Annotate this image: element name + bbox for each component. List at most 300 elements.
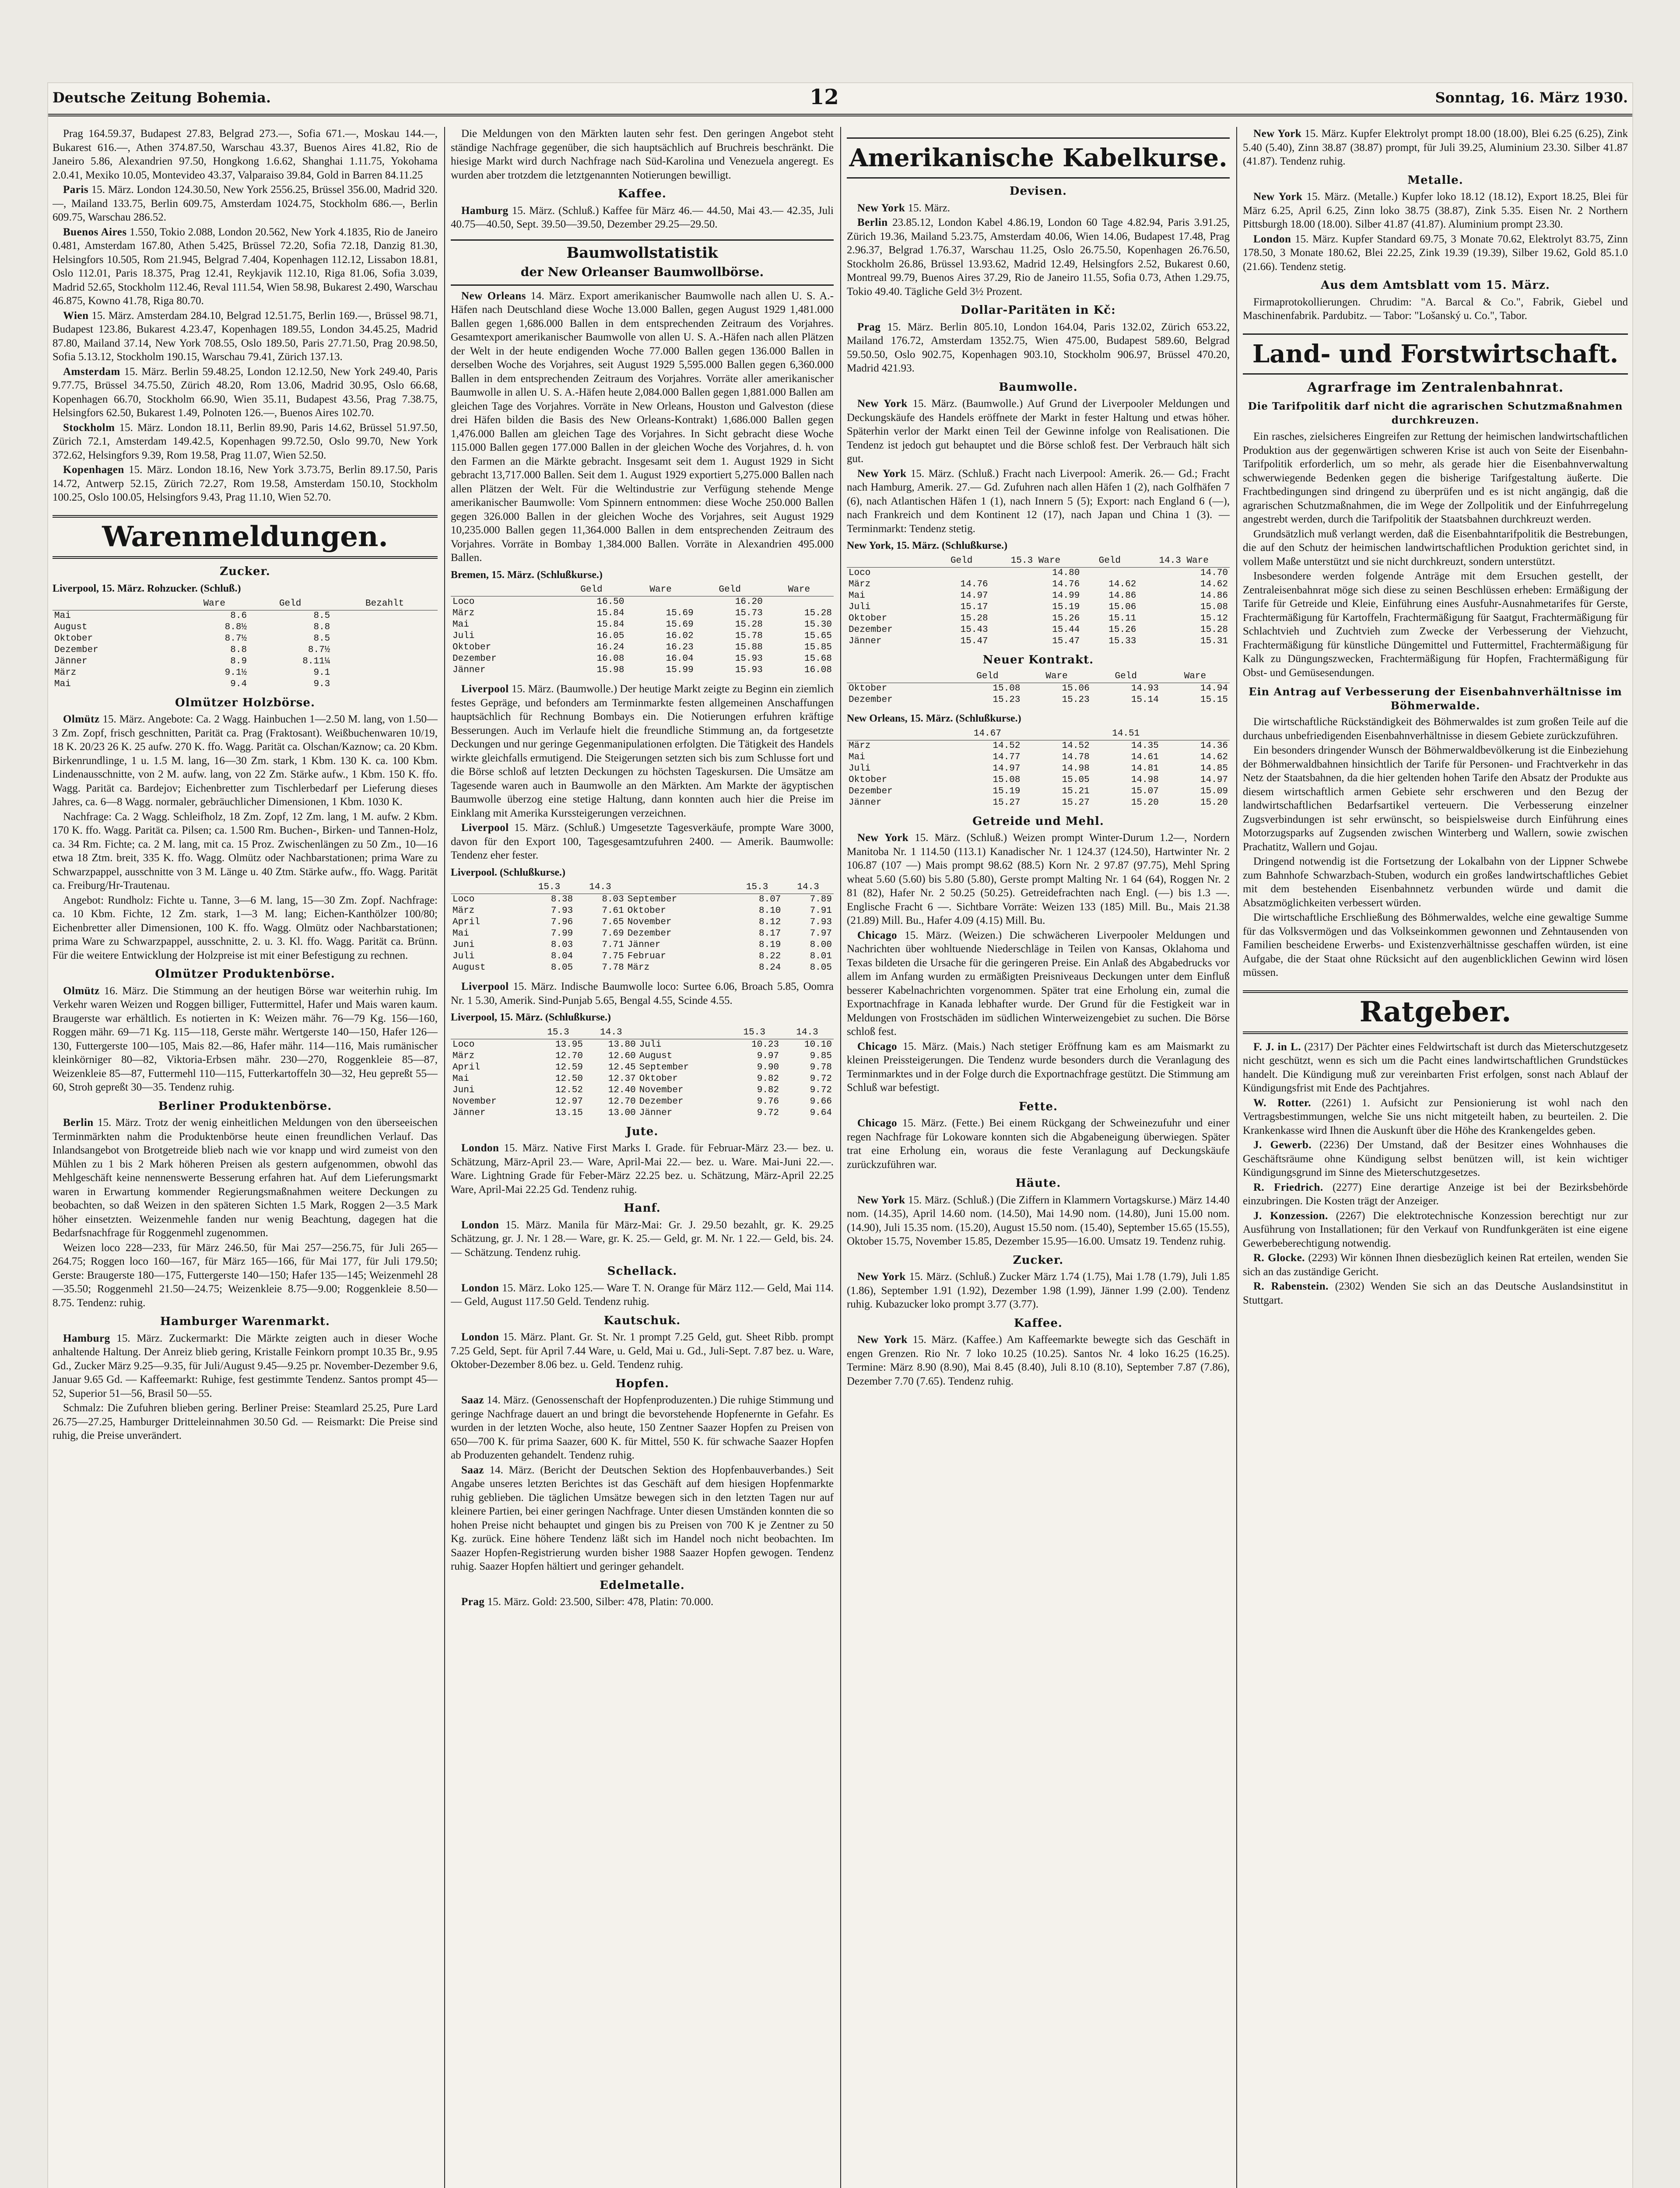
- newspaper-name: Deutsche Zeitung Bohemia.: [53, 89, 271, 106]
- table-cell: Jänner: [639, 1108, 673, 1118]
- dateline-place: New York: [857, 1271, 906, 1283]
- kabel-devisen-text: [847, 201, 1230, 299]
- column-header: [638, 1027, 728, 1039]
- column-header: [1022, 728, 1091, 740]
- table-cell: 8.11¼: [302, 656, 330, 666]
- table-cell: 7.93: [551, 906, 573, 916]
- table-cell: [332, 633, 438, 645]
- table-row: [847, 590, 1230, 602]
- dateline-place: New York: [857, 467, 907, 480]
- antrag-heading: Ein Antrag auf Verbesserung der Eisenbahnverhältnisse im Böhmerwalde.: [1249, 685, 1622, 712]
- table-row: [451, 1039, 834, 1051]
- table-cell: 16.04: [666, 654, 694, 664]
- table-cell: 8.6: [230, 610, 247, 621]
- table-row: [451, 1073, 834, 1085]
- table-cell: Juli: [849, 763, 871, 774]
- indische-baumwolle-text: [451, 980, 834, 1007]
- column-rule: [1236, 127, 1237, 2188]
- table-cell: 14.98: [1131, 775, 1159, 785]
- column-header: 14.67: [953, 728, 1022, 740]
- column-header: Ware: [626, 584, 695, 596]
- table-cell: 8.04: [551, 951, 573, 961]
- report-paragraph: [451, 1463, 834, 1574]
- baumwolle-text: [847, 397, 1230, 536]
- column-header: 14.3: [575, 881, 626, 894]
- schellack-text: [451, 1281, 834, 1309]
- table-cell: 8.9: [230, 656, 247, 666]
- dateline-place: London: [461, 1219, 499, 1231]
- report-paragraph: [1243, 569, 1628, 680]
- liverpool-kursboard-2: [451, 1011, 834, 1119]
- report-paragraph: [847, 201, 1230, 215]
- paragraph-text: 15. März. Loko 125.— Ware T. N. Orange für März 112.— Geld, Mai 114.— Geld, August 117.50 Geld. Tendenz ruhig.: [451, 1282, 834, 1308]
- table-row: [847, 624, 1230, 636]
- table-cell: 15.27: [993, 797, 1021, 808]
- table-row: [451, 665, 834, 676]
- paragraph-text: Dringend notwendig ist die Fortsetzung der Lokalbahn von der Lippner Schwebe zum Bahnhofe Schwarzbach-Stuben, wodurch ein großes landwirtschaftliches Gebiet mit dem bestehenden Eisenbahnnetz verbunden würde und damit die Absatzmöglichkeiten verbessert würden.: [1243, 856, 1628, 909]
- table-cell: 13.80: [608, 1039, 636, 1050]
- report-paragraph: [1243, 127, 1628, 168]
- dateline-place: Wien: [63, 309, 89, 322]
- dollar-paritaeten-heading: Dollar-Paritäten in Kč:: [961, 304, 1116, 317]
- kursboard-table: [53, 598, 438, 690]
- table-cell: Loco: [452, 597, 475, 607]
- table-cell: 15.07: [1131, 786, 1159, 796]
- paragraph-text: 15. März. Native First Marks I. Grade. für Februar-März 23.— bez. u. Schätzung, März-April 23.— Ware, April-Mai 22.— bez. u. Ware. Mai-Juni 22.—. Ware. Lightning Grade für Feber-März 22.25 bez. u. Schätzung, März-April 22.25 Ware, April-Mai 22.25 Gd. Tendenz ruhig.: [451, 1142, 834, 1196]
- table-cell: 15.93: [735, 654, 763, 664]
- report-paragraph: [847, 1116, 1230, 1171]
- table-cell: [1081, 567, 1138, 579]
- kursboard-title: Liverpool, 15. März. Rohzucker. (Schluß.): [53, 583, 241, 594]
- report-paragraph: [1243, 295, 1628, 323]
- column-header: 15.3 Ware: [990, 555, 1082, 568]
- column-header: [53, 598, 180, 610]
- column-header: [847, 555, 933, 568]
- kaffee-ny-heading: Kaffee.: [1014, 1316, 1063, 1330]
- table-cell: 7.65: [602, 917, 624, 927]
- table-row: [53, 610, 438, 622]
- table-cell: 7.97: [810, 929, 832, 939]
- table-row: [451, 962, 834, 974]
- kaffee-heading: Kaffee.: [618, 187, 666, 200]
- report-paragraph: [1243, 1138, 1628, 1180]
- dateline-place: London: [1253, 233, 1291, 245]
- paragraph-text: (2277) Eine derartige Anzeige ist bei der Bezirksbehörde einzubringen. Die Kosten trägt der Anzeiger.: [1243, 1181, 1628, 1207]
- table-cell: März: [849, 579, 871, 589]
- produktenboerse-heading: Olmützer Produktenbörse.: [155, 968, 335, 981]
- dateline-place: Prag: [461, 1596, 485, 1608]
- kautschuk-text: [451, 1330, 834, 1372]
- table-cell: 15.47: [1052, 636, 1080, 646]
- kursboard-title: Liverpool. (Schlußkurse.): [451, 866, 566, 878]
- paragraph-text: 15. März. (Schluß.) Umgesetzte Tagesverkäufe, prompte Ware 3000, davon für den Export 100, Tagesgesamtzufuhren 2400. — Amerik. Baumwolle: Tendenz eher fester.: [451, 822, 834, 861]
- table-cell: 14.61: [1131, 752, 1159, 762]
- table-cell: 16.08: [804, 665, 832, 675]
- dateline-place: R. Friedrich.: [1253, 1181, 1323, 1193]
- paragraph-text: 15. März. Gold: 23.500, Silber: 478, Platin: 70.000.: [487, 1596, 714, 1608]
- dateline-place: Chicago: [857, 1040, 897, 1052]
- table-cell: 12.70: [608, 1096, 636, 1107]
- column-header: [1161, 728, 1230, 740]
- table-cell: 8.8½: [224, 622, 247, 632]
- dateline-place: R. Rabenstein.: [1253, 1280, 1329, 1292]
- paragraph-text: 15. März. (Schluß.) (Die Ziffern in Klammern Vortagskurse.) März 14.40 nom. (14.35), April 14.60 nom. (14.50), Mai 14.90 nom. (14.80), Juni 15.00 nom. (14.90), Juli 15.35 nom. (15.20), August 15.50 nom. (15.40), September 15.65 (15.55), Oktober 15.75, November 15.85, Dezember 15.95—16.00. Umsatz 19. Tendenz ruhig.: [847, 1194, 1230, 1247]
- column-header: [451, 881, 524, 894]
- table-row: [451, 1085, 834, 1096]
- table-cell: März: [452, 906, 475, 916]
- table-cell: Jänner: [452, 665, 486, 675]
- table-cell: 14.97: [960, 590, 988, 601]
- table-cell: 15.08: [1200, 602, 1228, 612]
- zucker-heading: Zucker.: [220, 565, 270, 578]
- table-cell: Dezember: [54, 645, 98, 655]
- table-cell: 15.84: [596, 608, 624, 618]
- report-paragraph: [1243, 1251, 1628, 1279]
- table-cell: 15.08: [993, 684, 1021, 694]
- column-header: [847, 670, 953, 683]
- table-cell: 14.86: [1108, 590, 1136, 601]
- getreide-heading: Getreide und Mehl.: [972, 814, 1104, 828]
- column-header: [847, 728, 953, 740]
- neuer-kontrakt-kursboard: [847, 670, 1230, 706]
- table-cell: [332, 679, 438, 690]
- report-paragraph: [1243, 715, 1628, 743]
- column-header: Geld: [933, 555, 990, 568]
- table-cell: 13.95: [555, 1039, 583, 1050]
- report-paragraph: [1243, 743, 1628, 854]
- agrarfrage-subheading: Die Tarifpolitik darf nicht die agrarischen Schutzmaßnahmen durchkreuzen.: [1248, 400, 1623, 426]
- table-cell: 14.99: [1052, 590, 1080, 601]
- table-cell: März: [54, 667, 77, 678]
- paragraph-text: (2267) Die elektrotechnische Konzession berechtigt nur zur Ausführung von Installationen; für den Verkauf von Rundfunkgeräten ist eine eigene Gewerbeberechtigung notwendig.: [1243, 1210, 1628, 1249]
- report-paragraph: [53, 1401, 438, 1443]
- paragraph-text: 15. März. (Schluß.) Fracht nach Liverpool: Amerik. 26.— Gd.; Fracht nach Hamburg, Amerik. 27.— Gd. Zufuhren nach allen Häfen 1 (2), nach Golfhäfen 7 (6), nach Atlantischen Häfen 1 (1), nach Innern 5 (5); Export: nach England 6 (—), nach Frankreich und dem Kontinent 12 (17), nach Japan und China 1 (3). — Terminmarkt: Tendenz stetig.: [847, 467, 1230, 535]
- table-cell: Loco: [849, 568, 871, 578]
- table-cell: 15.21: [1062, 786, 1090, 796]
- dateline-place: New York: [857, 1194, 905, 1206]
- paragraph-text: 14. März. (Bericht der Deutschen Sektion des Hopfenbauverbandes.) Seit Angabe unseres letzten Berichtes ist das Geschäft auf dem hiesigen Hopfenmarkte ruhig geblieben. Die täglichen Umsätze bewegen sich in den letzten Tagen nur auf kleinere Partien, bei einer geringen Nachfrage. Unter diesen Umständen konnten die so hohen Preise nicht behauptet und gingen bis zu Preisen von 700 K je Zentner zu 50 Kg. zurück. Eine höhere Tendenz läßt sich im Handel noch nicht beobachten. Im Saazer Hopfen-Registrierung wurden bisher 1988 Saazer Hopfen gewogen. Tendenz ruhig. Saazer Hopfen hältiert und geringer gehandelt.: [451, 1464, 834, 1572]
- dateline-place: London: [461, 1142, 499, 1154]
- table-cell: 15.06: [1108, 602, 1136, 612]
- table-cell: 16.24: [596, 642, 624, 652]
- table-cell: 8.7½: [224, 633, 247, 644]
- hamburger-warenmarkt-text: [53, 1332, 438, 1443]
- paragraph-text: 15. März. (Schluß.) Weizen prompt Winter-Durum 1.2—, Nordern Manitoba Nr. 1 114.50 (113.1) Kanadischer Nr. 1 124.37 (124.50), Hartwinter Nr. 2 106.87 (107 —) Mais prompt 98.62 (88.5) Korn Nr. 2 97.87 (97.75), Mehl Spring wheat 5.60 (5.60) bis 5.80 (5.80), Gerste prompt Malting Nr. 1 64 (64), Roggen Nr. 2 81 (82), Hafer Nr. 2 50.25 (50.25). Getreidefrachten nach Engl. (—) bis 1.3 —. Englische Fracht 6 —. Sichtbare Vorräte: Weizen 133 (185) Mill. Bu., Mais 21.38 (21.89) Mill. Bu., Hafer 4.09 (4.15) Mill. Bu.: [847, 832, 1230, 926]
- table-cell: April: [452, 917, 481, 927]
- report-paragraph: [1243, 190, 1628, 231]
- table-cell: 9.66: [810, 1096, 832, 1107]
- table-cell: 16.05: [596, 631, 624, 641]
- table-row: [847, 740, 1230, 752]
- liverpool-kursboard-1: [451, 866, 834, 974]
- column-1: [53, 127, 438, 2188]
- table-cell: 9.72: [810, 1085, 832, 1095]
- table-cell: 14.97: [993, 763, 1021, 774]
- paragraph-text: 15. März. (Kaffee.) Am Kaffeemarkte bewegte sich das Geschäft in engen Grenzen. Rio Nr. 7 loko 10.25 (10.25). Santos Nr. 4 loko 16.25 (16.25). Termine: März 8.90 (8.90), Mai 8.45 (8.40), Juli 8.10 (8.10), September 7.87 (7.86), Dezember 7.70 (7.65). Tendenz ruhig.: [847, 1334, 1230, 1387]
- metalle-text: [1243, 190, 1628, 274]
- fette-text: [847, 1116, 1230, 1171]
- agrarfrage-heading: Agrarfrage im Zentralenbahnrat.: [1307, 379, 1564, 395]
- holzboerse-text: [53, 712, 438, 962]
- table-cell: 15.23: [993, 695, 1021, 705]
- table-row: [847, 636, 1230, 647]
- dateline-place: Amsterdam: [63, 365, 120, 378]
- table-cell: 14.62: [1200, 752, 1228, 762]
- column-header: Geld: [1081, 555, 1138, 568]
- table-cell: Dezember: [452, 654, 497, 664]
- table-cell: 15.44: [1052, 624, 1080, 635]
- table-cell: Oktober: [849, 613, 887, 624]
- table-cell: Februar: [627, 951, 666, 961]
- produktenboerse-text: [53, 984, 438, 1094]
- paragraph-text: 15. März. Manila für März-Mai: Gr. J. 29.50 bezahlt, gr. K. 29.25 Schätzung, gr. J. Nr. 1 28.— Ware, gr. K. 25.— Geld, gr. M. Nr. 1 22.— Geld, bis. 24.— Schätzung. Tendenz ruhig.: [451, 1219, 834, 1259]
- table-row: [451, 1051, 834, 1062]
- neworleans-kursboard: [847, 712, 1230, 809]
- edelmetalle-heading: Edelmetalle.: [600, 1578, 685, 1592]
- report-paragraph: [1243, 1040, 1628, 1095]
- table-row: [847, 602, 1230, 613]
- table-cell: 8.05: [810, 963, 832, 973]
- table-row: [847, 567, 1230, 579]
- report-paragraph: [847, 1333, 1230, 1388]
- table-row: [53, 667, 438, 679]
- column-3: [847, 127, 1230, 2188]
- table-cell: Mai: [452, 929, 469, 939]
- table-cell: 16.08: [596, 654, 624, 664]
- table-cell: Juli: [452, 951, 475, 961]
- report-paragraph: [847, 216, 1230, 298]
- table-cell: 8.22: [759, 951, 781, 961]
- table-cell: Mai: [452, 620, 469, 630]
- table-cell: Jänner: [849, 797, 882, 808]
- zucker-ny-heading: Zucker.: [1013, 1253, 1064, 1267]
- table-cell: 7.75: [602, 951, 624, 961]
- paragraph-text: Insbesondere werden folgende Anträge mit dem Ersuchen gestellt, der Zentraleisenbahnrat möge sich diese zu seinen Beschlüssen erheben: Ermäßigung der Tarife für Getreide und Kleie, Einführung eines Ausfuhr-Ausnahmetarifes für Gerste, Frachtermäßigung für Kartoffeln, Frachtermäßigung für Saatgut, Frachtermäßigung für Schlachtvieh und Zuchtvieh zum Zwecke der Verbesserung der Viehzucht, Frachtermäßigung für künstliche Düngemittel und Futtermittel, Frachtermäßigung für Kalk zu Düngungszwecken, Frachtermäßigung für Hopfen, Frachtermäßigung für Obst- und Gemüsesendungen.: [1243, 570, 1628, 679]
- table-cell: Mai: [452, 1073, 469, 1084]
- paragraph-text: Prag 164.59.37, Budapest 27.83, Belgrad 273.—, Sofia 671.—, Moskau 144.—, Bukarest 616.—, Athen 374.87.50, Warschau 43.37, Buenos Aires 41.82, Rio de Janeiro 5.86, Alexandrien 97.50, Hongkong 1.6.62, Shanghai 1.11.75, Yokohama 2.0.41, Mexiko 10.05, Montevideo 43.37, Valparaiso 39.84, Gold in Barren 84.11.25: [53, 128, 438, 181]
- table-cell: 14.97: [1200, 775, 1228, 785]
- column-header: 14.3: [782, 881, 834, 894]
- table-row: [451, 642, 834, 653]
- dateline-place: Saaz: [461, 1394, 484, 1406]
- table-row: [451, 905, 834, 917]
- berliner-produktenboerse-text: [53, 1116, 438, 1310]
- baumwollstatistik-subtitle: der New Orleanser Baumwollbörse.: [520, 264, 764, 279]
- column-header: [451, 1027, 532, 1039]
- table-row: [847, 683, 1230, 695]
- table-cell: 15.11: [1108, 613, 1136, 624]
- table-cell: 14.76: [1052, 579, 1080, 589]
- berliner-produktenboerse-heading: Berliner Produktenbörse.: [158, 1099, 332, 1113]
- table-cell: 8.8: [313, 622, 330, 632]
- table-row: [847, 775, 1230, 786]
- table-cell: 9.64: [810, 1108, 832, 1118]
- paragraph-text: 14. März. (Genossenschaft der Hopfenproduzenten.) Die ruhige Stimmung und geringe Nachfrage dauert an und bringt die bevorstehende Hopfenernte in Gefahr. Es wurden in der letzten Woche, also heute, 150 Zentner Saazer Hopfen zu Preisen von 650—700 K. für prima Saazer, 600 K. für Mittel, 550 K. für schwache Saazer Hopfen ab Produzenten gehandelt. Tendenz ruhig.: [451, 1394, 834, 1461]
- column-header: 15.3: [524, 881, 575, 894]
- dateline-place: New York: [1253, 191, 1303, 203]
- table-cell: 12.70: [555, 1051, 583, 1061]
- table-cell: 9.76: [757, 1096, 779, 1107]
- hanf-text: [451, 1218, 834, 1260]
- warenmeldungen-heading: Warenmeldungen.: [53, 515, 438, 559]
- table-cell: 8.8: [230, 645, 247, 655]
- paragraph-text: Nachfrage: Ca. 2 Wagg. Schleifholz, 18 Zm. Zopf, 12 Zm. lang, 1 M. aufw. 2 Kbm. 170 K. ffo. Wagg. Parität ca. Pilsen; ca. 1.500 Rm. Buchen-, Birken- und Tannen-Holz, ca. 34 Rm. Fichte; ca. 2 M. lang, mit ca. 15 Proz. Zwischenlängen zu 50 Zm., 10—16 etwa 18 Ztm. breit, 335 K. ffo. Wagg. Olmütz oder Nachbarstationen; prima Ware zu Schwarzpappel, ausschnitte von 3 M. Länge u. 40 Ztm. Stärke aufw., ffo. Wagg. Parität ca. Freiburg/Hr-Trautenau.: [53, 810, 438, 891]
- column-header: [626, 881, 732, 894]
- table-cell: 15.06: [1062, 684, 1090, 694]
- table-row: [847, 763, 1230, 775]
- table-cell: 8.05: [551, 963, 573, 973]
- table-cell: 8.07: [759, 894, 781, 905]
- table-cell: 8.24: [759, 963, 781, 973]
- paragraph-text: Die wirtschaftliche Erschließung des Böhmerwaldes, welche eine gewaltige Summe für das Volksvermögen und das Volkseinkommen gewonnen und Zehntausenden von Familien bescheidene Erwerbs- und Existenzverhältnisse geschaffen würden, ist eine Aufgabe, die der Staat ohne Rücksicht auf den augenblicklichen Gewinn wird lösen müssen.: [1243, 912, 1628, 978]
- hopfen-text: [451, 1393, 834, 1574]
- column-header: Ware: [765, 584, 834, 596]
- paragraph-text: 23.85.12, London Kabel 4.86.19, London 60 Tage 4.82.94, Paris 3.91.25, Zürich 19.36, Mailand 5.23.75, Amsterdam 40.06, Wien 14.06, Budapest 17.48, Prag 2.96.37, Belgrad 1.76.37, Warschau 11.25, Oslo 26.75.50, Kopenhagen 26.76.50, Stockholm 26.86, Brüssel 13.93.62, Madrid 12.49, Helsingfors 2.52, Bukarest 0.60, Montreal 99.79, Buenos Aires 37.29, Rio de Janeiro 11.55, Sofia 0.73, Athen 1.29.75, Tokio 49.40. Tägliche Geld 3½ Prozent.: [847, 217, 1230, 298]
- column-header: Bezahlt: [332, 598, 438, 610]
- report-paragraph: [53, 421, 438, 463]
- dateline-place: New Orleans: [461, 290, 526, 302]
- paragraph-text: 15. März. (Schluß.) Zucker März 1.74 (1.75), Mai 1.78 (1.79), Juli 1.85 (1.86), September 1.91 (1.92), Dezember 1.98 (1.99), Jänner 1.99 (2.00). Tendenz ruhig. Kubazucker loko prompt 3.77 (3.77).: [847, 1271, 1230, 1310]
- column-rule: [840, 127, 841, 2188]
- report-paragraph: [847, 320, 1230, 375]
- table-row: [847, 613, 1230, 624]
- paragraph-text: (2302) Wenden Sie sich an das Deutsche Auslandsinstitut in Stuttgart.: [1243, 1280, 1628, 1306]
- metalle-heading: Metalle.: [1407, 173, 1463, 187]
- table-cell: 15.23: [1062, 695, 1090, 705]
- kursboard-title: New York, 15. März. (Schlußkurse.): [847, 540, 1008, 551]
- report-paragraph: [1243, 1209, 1628, 1251]
- table-cell: 15.28: [735, 620, 763, 630]
- paragraph-text: 15. März. Angebote: Ca. 2 Wagg. Hainbuchen 1—2.50 M. lang, von 1.50—3 Zm. Zopf, frisch geschnitten, Parität ca. Prag (Fraktosant). Weißbuchenwaren 10/19, 18 K. 20/23 26 K. 25 aufw. 270 K. ffo. Wagg. Parität ca. Olschan/Kaznow; ca. 20 Kbm. Birkenrundlinge, 1 u. 1.5 M. lang, 16—30 Zm. stark, 1 Kbm. 130 K. ca. 100 Kbm. Lindenausschnitte, von 2 M. aufw. lang, von 22 Zm. Stärke aufw., 1 Kbm. 150 K. ffo. Wagg. Parität ca. Bardejov; Eichenbretter zum Tischlerbedarf per Lieferung dieses Jahres, ca. 6—8 Wagg. normaler, gebräuchlicher Dimensionen, 1 Kbm. 1030 K.: [53, 713, 438, 808]
- table-cell: 12.50: [555, 1073, 583, 1084]
- paragraph-text: Ein besonders dringender Wunsch der Böhmerwaldbevölkerung ist die Einbeziehung der Böhmerwaldbahnen hinsichtlich der Tarife für Personen- und Frachtverkehr in das Netz der Staatsbahnen, da die hier geltenden hohen Tarife den Absatz der Produkte aus diesem wirtschaftlich armen Gebiete sehr erschweren und den Bezug der landwirtschaftlichen Bedarfsartikel verteuern. Die Verbesserung einzelner Zugsverbindungen ist sehr erwünscht, so beispielsweise durch Einführung eines Motorzugsparks auf Zugsenden zwischen Winterberg und Wallern, sowie zwischen Prachatitz, Wallern und Gojau.: [1243, 744, 1628, 853]
- column-header: [451, 584, 557, 596]
- report-paragraph: [451, 1330, 834, 1372]
- table-cell: 15.20: [1200, 797, 1228, 808]
- kursboard-title: Liverpool, 15. März. (Schlußkurse.): [451, 1012, 611, 1023]
- kursboard-table: [847, 555, 1230, 647]
- dateline-place: Chicago: [857, 929, 897, 941]
- table-cell: Jänner: [849, 636, 882, 646]
- report-paragraph: [847, 1193, 1230, 1248]
- table-cell: 14.78: [1062, 752, 1090, 762]
- table-cell: [332, 656, 438, 667]
- issue-date: Sonntag, 16. März 1930.: [1435, 89, 1628, 106]
- table-cell: Oktober: [849, 775, 887, 785]
- dateline-place: Hamburg: [461, 204, 509, 217]
- paragraph-text: 15. März. (Weizen.) Die schwächeren Liverpooler Meldungen und Nachrichten über wohltuende Niederschläge in Teilen von Kansas, Oklahoma und Texas bildeten die Ursache für die geringeren Preise. Ein Anlaß des Abgabedrucks vor allem im Anfang wurden zu ermäßigten Preisniveaus Deckungen unter dem Einfluß besserer Kabelnachrichten vorgenommen. Später trat eine Erholung ein, zumal die Exportnachfrage in Kanada lebhafter wurde. Der Grund für die Festigkeit war in Meldungen von Frostschäden im südlichen Winterweizengebiet zu suchen. Die Börse schloß fest.: [847, 929, 1230, 1038]
- zucker-kursboard: [53, 582, 438, 690]
- dateline-place: New York: [1253, 128, 1302, 140]
- table-cell: 9.82: [757, 1085, 779, 1095]
- dateline-place: Chicago: [857, 1117, 897, 1129]
- table-cell: 9.78: [810, 1062, 832, 1073]
- paragraph-text: 15. März. Kupfer Elektrolyt prompt 18.00 (18.00), Blei 6.25 (6.25), Zink 5.40 (5.40), Zinn 38.87 (38.87) prompt, für Juli 39.25, Aluminium 23.30. Silber 41.87 (41.87). Tendenz ruhig.: [1243, 128, 1628, 167]
- table-cell: 8.03: [551, 940, 573, 950]
- report-paragraph: [847, 1040, 1230, 1095]
- paragraph-text: Grundsätzlich muß verlangt werden, daß die Eisenbahntarifpolitik die Bestrebungen, die auf den Schutz der heimischen landwirtschaftlichen Produktion gerichtet sind, in vollem Maße unterstützt und sie nicht durchkreuzt, sondern unterstützt.: [1243, 528, 1628, 568]
- report-paragraph: [1243, 911, 1628, 980]
- dateline-place: W. Rotter.: [1253, 1097, 1311, 1109]
- table-cell: 7.61: [602, 906, 624, 916]
- table-cell: 8.12: [759, 917, 781, 927]
- dateline-place: R. Glocke.: [1253, 1252, 1305, 1264]
- running-head: [48, 83, 1632, 116]
- table-cell: 14.62: [1200, 579, 1228, 589]
- table-cell: August: [54, 622, 88, 632]
- table-row: [53, 656, 438, 667]
- haeute-heading: Häute.: [1015, 1177, 1061, 1190]
- baumwolle-heading: Baumwolle.: [999, 380, 1078, 394]
- dateline-place: Prag: [857, 321, 881, 333]
- report-paragraph: [451, 1218, 834, 1260]
- paragraph-text: 16. März. Die Stimmung an der heutigen Börse war weiterhin ruhig. Im Verkehr waren Weizen und Roggen billiger, Futtermittel, Hafer und Mais waren kaum. Braugerste war erhältlich. Es notierten in K: Weizen mähr. 76—79 Kg. 156—160, Roggen mähr. 69—71 Kg. 115—118, Gerste mähr. Wertgerste 140—150, Hafer 126—130, Futtergerste 100—105, Mais 82.—86, Hafer mähr. 114—116, Mais rumänischer kleinkörniger 80—82, Viktoria-Erbsen mähr. 230—270, Roggenkleie 85—87, Weizenkleie 85—87, Futtermehl 110—115, Futterkartoffeln 30—32, Heu gepreßt 55—60, Stroh gepreßt 30—35. Tendenz ruhig.: [53, 985, 438, 1093]
- table-row: [451, 1096, 834, 1108]
- paragraph-text: (2261) 1. Aufsicht zur Pensionierung ist wohl nach den Vertragsbestimmungen, welche Sie uns nicht mitgeteilt haben, zu beurteilen. 2. Die Krankenkasse wird Ihnen die Auskunft über die Höhe des Krankengeldes geben.: [1243, 1097, 1628, 1136]
- table-cell: 15.30: [804, 620, 832, 630]
- kursboard-title: New Orleans, 15. März. (Schlußkurse.): [847, 713, 1021, 724]
- paragraph-text: Die wirtschaftliche Rückständigkeit des Böhmerwaldes ist zum großen Teile auf die durchaus unbefriedigenden Eisenbahnverhältnisse in diesem Gebiete zurückzuführen.: [1243, 716, 1628, 742]
- paragraph-text: 15. März. Indische Baumwolle loco: Surtee 6.06, Broach 5.85, Oomra Nr. 1 5.30, Amerik. Sind-Punjab 5.65, Bengal 4.55, Scinde 4.55.: [451, 981, 834, 1006]
- table-cell: Oktober: [452, 642, 491, 652]
- table-cell: 16.23: [666, 642, 694, 652]
- table-cell: 14.81: [1131, 763, 1159, 774]
- column-header: 14.3: [585, 1027, 638, 1039]
- table-cell: 12.60: [608, 1051, 636, 1061]
- table-cell: Dezember: [849, 624, 893, 635]
- table-cell: 15.33: [1108, 636, 1136, 646]
- table-cell: 15.27: [1062, 797, 1090, 808]
- table-cell: 15.08: [993, 775, 1021, 785]
- report-paragraph: [451, 980, 834, 1007]
- table-cell: 15.47: [960, 636, 988, 646]
- table-cell: 15.65: [804, 631, 832, 641]
- column-header: 15.3: [728, 1027, 781, 1039]
- column-header: Geld: [695, 584, 765, 596]
- dateline-place: Olmütz: [63, 713, 100, 725]
- table-cell: 12.59: [555, 1062, 583, 1073]
- report-paragraph: [847, 831, 1230, 928]
- table-cell: 15.99: [666, 665, 694, 675]
- table-cell: [332, 645, 438, 656]
- reis-intro: Die Meldungen von den Märkten lauten sehr fest. Den geringen Angebot steht ständige Nachfrage gegenüber, die sich hauptsächlich auf Bruchreis beschränkt. Die hiesige Markt wird durch Nachfrage nach Süd-Karolina und Venezuela angeregt. Es wurden aber trotzdem die letztgenannten Notierungen bewilligt.: [451, 128, 834, 181]
- paragraph-text: Ein rasches, zielsicheres Eingreifen zur Rettung der heimischen landwirtschaftlichen Produktion aus der gegenwärtigen schweren Krise ist auch von Seite der Eisenbahn-Tarifpolitik erforderlich, um so mehr, als gerade hier die Eisenbahnverwaltung schwerwiegende Bedenken gegen die bisherige Tarifgestaltung äußerte. Die Frachtbedingungen sind dringend zu überprüfen und es ist nicht angängig, daß die agrarischen Schutzmaßnahmen, die im Wege der Zollpolitik und der Einfuhrregelung angestrebt werden, durch die Tarifpolitik der Staatsbahnen durchkreuzt werden.: [1243, 431, 1628, 525]
- table-cell: 15.09: [1200, 786, 1228, 796]
- paragraph-text: Schmalz: Die Zufuhren blieben gering. Berliner Preise: Steamlard 25.25, Pure Lard 26.75—27.25, Hamburger Dritteleinnahmen 30.50 Gd. — Reismarkt: Die Preise sind ruhig, die Preise unverändert.: [53, 1402, 438, 1441]
- table-row: [451, 619, 834, 631]
- column-header: Ware: [180, 598, 249, 610]
- paragraph-text: Firmaprotokollierungen. Chrudim: "A. Barcal & Co.", Fabrik, Giebel und Maschinenfabrik. Pardubitz. — Tabor: "Lošanský u. Co.", Tabor.: [1243, 296, 1628, 322]
- table-cell: 15.14: [1131, 695, 1159, 705]
- table-cell: 15.26: [1052, 613, 1080, 624]
- report-paragraph: [451, 1281, 834, 1309]
- table-cell: 14.35: [1131, 740, 1159, 751]
- report-paragraph: [1243, 232, 1628, 274]
- paragraph-text: 15. März. (Fette.) Bei einem Rückgang der Schweinezufuhr und einer regen Nachfrage für Lokoware konnten sich die Abgabeneigung überwiegen. Später trat eine Erholung ein, woraus die feste Veranlagung auf Deckungskäufe zurückzuführen war.: [847, 1117, 1230, 1171]
- table-cell: 7.78: [602, 963, 624, 973]
- paragraph-text: 15. März. Kupfer Standard 69.75, 3 Monate 70.62, Elektrolyt 83.75, Zinn 178.50, 3 Monate 180.62, Blei 22.25, Zink 19.39 (19.39), Silber 19.62, Gold 85.1.0 (21.66). Tendenz stetig.: [1243, 233, 1628, 273]
- column-2: [451, 127, 834, 2188]
- report-paragraph: [451, 1595, 834, 1609]
- kabelkurse-heading: Amerikanische Kabelkurse.: [847, 137, 1230, 179]
- table-cell: 15.26: [1108, 624, 1136, 635]
- table-cell: 15.43: [960, 624, 988, 635]
- table-cell: 14.70: [1200, 568, 1228, 578]
- table-cell: Dezember: [849, 786, 893, 796]
- table-cell: [332, 622, 438, 633]
- column-header: 15.3: [732, 881, 783, 894]
- table-row: [451, 928, 834, 940]
